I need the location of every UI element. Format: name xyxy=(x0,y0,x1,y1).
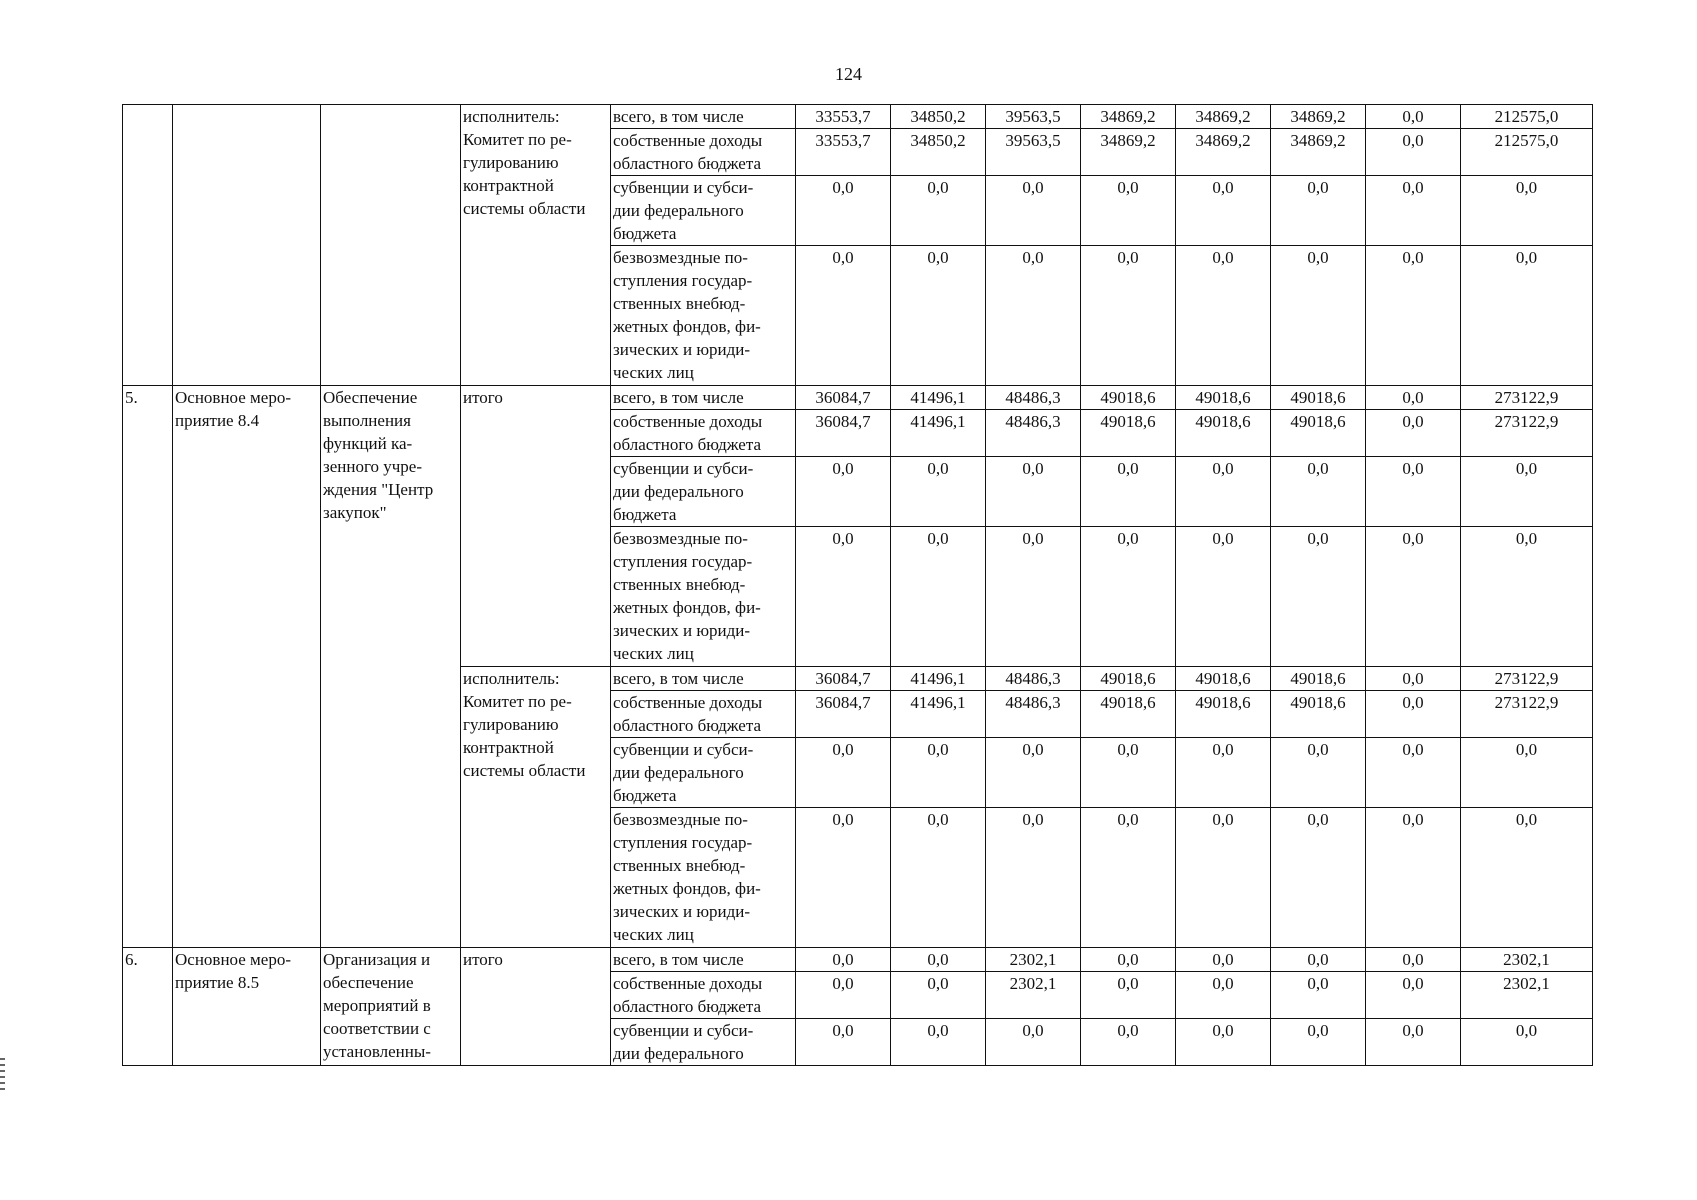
year-value-cell: 49018,6 xyxy=(1271,386,1366,410)
year-value-cell: 0,0 xyxy=(796,738,891,808)
year-value-cell: 0,0 xyxy=(1366,738,1461,808)
year-value-cell: 0,0 xyxy=(1366,105,1461,129)
year-value-cell: 0,0 xyxy=(1176,808,1271,948)
year-value-cell: 0,0 xyxy=(891,738,986,808)
year-value-cell: 49018,6 xyxy=(1271,667,1366,691)
year-value-cell: 0,0 xyxy=(891,176,986,246)
year-value-cell: 48486,3 xyxy=(986,691,1081,738)
measure-description-cell: Организация и обеспечение мероприятий в соответствии с установленны- xyxy=(321,948,461,1066)
year-value-cell: 0,0 xyxy=(1271,738,1366,808)
year-value-cell: 0,0 xyxy=(891,948,986,972)
year-value-cell: 0,0 xyxy=(1366,691,1461,738)
scan-edge-mark xyxy=(0,1058,5,1094)
year-value-cell: 0,0 xyxy=(1366,246,1461,386)
year-value-cell: 34869,2 xyxy=(1271,129,1366,176)
year-value-cell: 0,0 xyxy=(1271,1019,1366,1066)
page-number: 124 xyxy=(835,64,862,84)
year-value-cell: 0,0 xyxy=(1176,246,1271,386)
year-value-cell: 49018,6 xyxy=(1271,691,1366,738)
year-value-cell: 0,0 xyxy=(1271,176,1366,246)
year-value-cell: 49018,6 xyxy=(1271,410,1366,457)
year-value-cell: 0,0 xyxy=(1081,457,1176,527)
year-value-cell: 0,0 xyxy=(1176,738,1271,808)
year-value-cell: 0,0 xyxy=(796,948,891,972)
year-value-cell: 49018,6 xyxy=(1176,410,1271,457)
year-value-cell: 36084,7 xyxy=(796,691,891,738)
year-value-cell: 0,0 xyxy=(1271,948,1366,972)
year-value-cell: 0,0 xyxy=(1366,972,1461,1019)
funding-source-cell: всего, в том числе xyxy=(611,667,796,691)
funding-source-cell: собственные доходы областного бюджета xyxy=(611,410,796,457)
year-value-cell: 0,0 xyxy=(891,972,986,1019)
year-value-cell: 0,0 xyxy=(1176,176,1271,246)
year-value-cell: 0,0 xyxy=(1081,948,1176,972)
funding-source-cell: собственные доходы областного бюджета xyxy=(611,129,796,176)
year-value-cell: 0,0 xyxy=(891,1019,986,1066)
year-value-cell: 49018,6 xyxy=(1176,691,1271,738)
funding-source-cell: субвенции и субси- дии федерального xyxy=(611,1019,796,1066)
year-value-cell: 0,0 xyxy=(1271,246,1366,386)
year-value-cell: 39563,5 xyxy=(986,105,1081,129)
year-value-cell: 0,0 xyxy=(1176,972,1271,1019)
year-value-cell: 36084,7 xyxy=(796,667,891,691)
year-value-cell: 0,0 xyxy=(891,527,986,667)
total-value-cell: 0,0 xyxy=(1461,1019,1593,1066)
measure-name-cell: Основное меро- приятие 8.5 xyxy=(173,948,321,1066)
measure-description-cell xyxy=(321,105,461,386)
year-value-cell: 0,0 xyxy=(1176,457,1271,527)
year-value-cell: 0,0 xyxy=(796,1019,891,1066)
year-value-cell: 41496,1 xyxy=(891,667,986,691)
section-number-cell xyxy=(123,105,173,386)
year-value-cell: 34850,2 xyxy=(891,129,986,176)
year-value-cell: 0,0 xyxy=(986,738,1081,808)
funding-source-cell: собственные доходы областного бюджета xyxy=(611,691,796,738)
year-value-cell: 0,0 xyxy=(1271,457,1366,527)
total-value-cell: 2302,1 xyxy=(1461,948,1593,972)
total-value-cell: 273122,9 xyxy=(1461,386,1593,410)
total-value-cell: 0,0 xyxy=(1461,246,1593,386)
year-value-cell: 0,0 xyxy=(986,457,1081,527)
total-value-cell: 2302,1 xyxy=(1461,972,1593,1019)
year-value-cell: 0,0 xyxy=(1081,176,1176,246)
year-value-cell: 49018,6 xyxy=(1081,691,1176,738)
total-value-cell: 0,0 xyxy=(1461,527,1593,667)
year-value-cell: 0,0 xyxy=(1081,1019,1176,1066)
year-value-cell: 34869,2 xyxy=(1176,129,1271,176)
year-value-cell: 49018,6 xyxy=(1081,386,1176,410)
budget-table-body xyxy=(123,105,1593,1066)
total-value-cell: 273122,9 xyxy=(1461,667,1593,691)
year-value-cell: 41496,1 xyxy=(891,410,986,457)
year-value-cell: 0,0 xyxy=(891,808,986,948)
funding-source-cell: безвозмездные по- ступления государ- ственных внебюд- жетных фондов, фи- зических и юриди- ческих лиц xyxy=(611,808,796,948)
year-value-cell: 0,0 xyxy=(796,972,891,1019)
total-value-cell: 273122,9 xyxy=(1461,691,1593,738)
year-value-cell: 34869,2 xyxy=(1271,105,1366,129)
year-value-cell: 0,0 xyxy=(796,176,891,246)
funding-source-cell: собственные доходы областного бюджета xyxy=(611,972,796,1019)
year-value-cell: 49018,6 xyxy=(1081,410,1176,457)
year-value-cell: 0,0 xyxy=(891,457,986,527)
year-value-cell: 0,0 xyxy=(1366,129,1461,176)
year-value-cell: 36084,7 xyxy=(796,410,891,457)
budget-table xyxy=(122,104,1593,1066)
year-value-cell: 0,0 xyxy=(1081,972,1176,1019)
year-value-cell: 41496,1 xyxy=(891,386,986,410)
year-value-cell: 0,0 xyxy=(796,246,891,386)
total-value-cell: 273122,9 xyxy=(1461,410,1593,457)
year-value-cell: 34869,2 xyxy=(1081,129,1176,176)
executor-cell: исполнитель: Комитет по ре- гулированию контрактной системы области xyxy=(461,667,611,948)
year-value-cell: 34869,2 xyxy=(1176,105,1271,129)
year-value-cell: 0,0 xyxy=(1366,457,1461,527)
year-value-cell: 0,0 xyxy=(1176,1019,1271,1066)
funding-source-cell: всего, в том числе xyxy=(611,948,796,972)
year-value-cell: 0,0 xyxy=(796,808,891,948)
section-number-cell: 6. xyxy=(123,948,173,1066)
year-value-cell: 49018,6 xyxy=(1176,667,1271,691)
measure-description-cell: Обеспечение выполнения функций ка- зенного учре- ждения "Центр закупок" xyxy=(321,386,461,948)
funding-source-cell: субвенции и субси- дии федерального бюджета xyxy=(611,738,796,808)
year-value-cell: 0,0 xyxy=(1271,972,1366,1019)
total-value-cell: 212575,0 xyxy=(1461,129,1593,176)
measure-name-cell xyxy=(173,105,321,386)
section-number-cell: 5. xyxy=(123,386,173,948)
year-value-cell: 0,0 xyxy=(1366,667,1461,691)
executor-cell: итого xyxy=(461,386,611,667)
total-value-cell: 212575,0 xyxy=(1461,105,1593,129)
year-value-cell: 49018,6 xyxy=(1081,667,1176,691)
table-row xyxy=(123,105,1593,129)
funding-source-cell: субвенции и субси- дии федерального бюджета xyxy=(611,176,796,246)
funding-source-cell: всего, в том числе xyxy=(611,386,796,410)
year-value-cell: 0,0 xyxy=(1366,948,1461,972)
year-value-cell: 33553,7 xyxy=(796,105,891,129)
year-value-cell: 0,0 xyxy=(796,527,891,667)
year-value-cell: 0,0 xyxy=(1366,527,1461,667)
year-value-cell: 48486,3 xyxy=(986,410,1081,457)
year-value-cell: 2302,1 xyxy=(986,972,1081,1019)
year-value-cell: 0,0 xyxy=(1271,527,1366,667)
year-value-cell: 34850,2 xyxy=(891,105,986,129)
year-value-cell: 0,0 xyxy=(1366,808,1461,948)
executor-cell: итого xyxy=(461,948,611,1066)
total-value-cell: 0,0 xyxy=(1461,738,1593,808)
funding-source-cell: субвенции и субси- дии федерального бюджета xyxy=(611,457,796,527)
year-value-cell: 48486,3 xyxy=(986,386,1081,410)
year-value-cell: 0,0 xyxy=(1176,527,1271,667)
year-value-cell: 0,0 xyxy=(986,1019,1081,1066)
year-value-cell: 0,0 xyxy=(986,527,1081,667)
year-value-cell: 0,0 xyxy=(1081,527,1176,667)
year-value-cell: 0,0 xyxy=(1176,948,1271,972)
measure-name-cell: Основное меро- приятие 8.4 xyxy=(173,386,321,948)
year-value-cell: 0,0 xyxy=(986,176,1081,246)
year-value-cell: 0,0 xyxy=(1081,246,1176,386)
year-value-cell: 0,0 xyxy=(986,808,1081,948)
year-value-cell: 0,0 xyxy=(1366,176,1461,246)
table-row xyxy=(123,386,1593,410)
year-value-cell: 49018,6 xyxy=(1176,386,1271,410)
total-value-cell: 0,0 xyxy=(1461,176,1593,246)
year-value-cell: 0,0 xyxy=(1366,410,1461,457)
year-value-cell: 39563,5 xyxy=(986,129,1081,176)
funding-source-cell: всего, в том числе xyxy=(611,105,796,129)
funding-source-cell: безвозмездные по- ступления государ- ственных внебюд- жетных фондов, фи- зических и юриди- ческих лиц xyxy=(611,527,796,667)
funding-source-cell: безвозмездные по- ступления государ- ственных внебюд- жетных фондов, фи- зических и юриди- ческих лиц xyxy=(611,246,796,386)
year-value-cell: 0,0 xyxy=(1081,738,1176,808)
executor-cell: исполнитель: Комитет по ре- гулированию контрактной системы области xyxy=(461,105,611,386)
year-value-cell: 34869,2 xyxy=(1081,105,1176,129)
year-value-cell: 0,0 xyxy=(986,246,1081,386)
year-value-cell: 0,0 xyxy=(796,457,891,527)
year-value-cell: 33553,7 xyxy=(796,129,891,176)
year-value-cell: 36084,7 xyxy=(796,386,891,410)
year-value-cell: 0,0 xyxy=(891,246,986,386)
year-value-cell: 0,0 xyxy=(1366,1019,1461,1066)
total-value-cell: 0,0 xyxy=(1461,808,1593,948)
table-row xyxy=(123,948,1593,972)
year-value-cell: 2302,1 xyxy=(986,948,1081,972)
year-value-cell: 0,0 xyxy=(1366,386,1461,410)
year-value-cell: 0,0 xyxy=(1081,808,1176,948)
year-value-cell: 0,0 xyxy=(1271,808,1366,948)
year-value-cell: 41496,1 xyxy=(891,691,986,738)
total-value-cell: 0,0 xyxy=(1461,457,1593,527)
year-value-cell: 48486,3 xyxy=(986,667,1081,691)
